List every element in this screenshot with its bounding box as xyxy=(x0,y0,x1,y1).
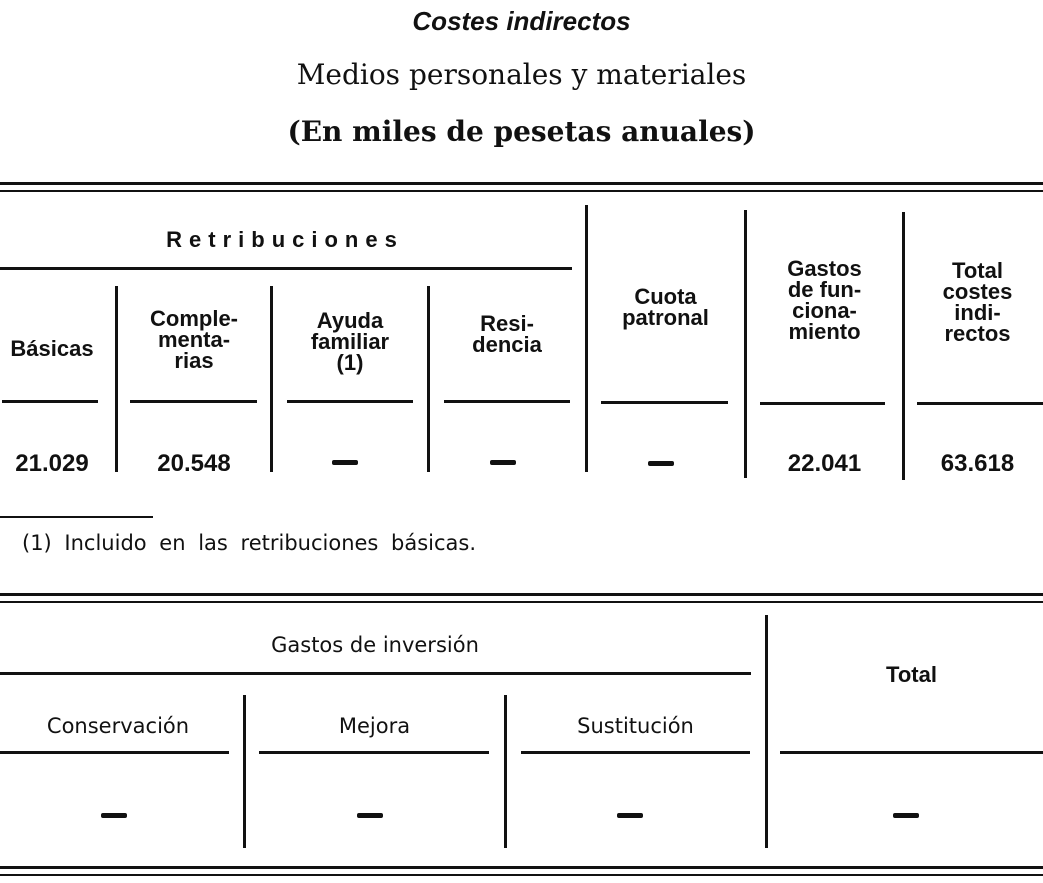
value-complementarias: 20.548 xyxy=(157,450,231,477)
col-header-residencia: Resi- dencia xyxy=(472,311,542,357)
col-header-sustitucion: Sustitución xyxy=(577,714,694,738)
col-divider xyxy=(585,205,588,472)
group-rule xyxy=(0,267,572,270)
col-header-ayuda-familiar: Ayuda familiar (1) xyxy=(310,308,390,375)
dash-total xyxy=(893,813,919,818)
dash-cuota-patronal xyxy=(648,461,674,466)
dash-mejora xyxy=(357,813,383,818)
col-rule xyxy=(601,401,728,404)
col-header-cuota-patronal: Cuota patronal xyxy=(622,284,709,330)
col-header-complementarias: Comple- menta- rias xyxy=(150,306,238,373)
col-divider xyxy=(902,212,905,480)
col-rule xyxy=(0,751,229,754)
col-rule xyxy=(259,751,489,754)
double-rule-top xyxy=(0,182,1043,185)
double-rule-mid-2 xyxy=(0,601,1043,603)
col-divider xyxy=(115,286,118,472)
col-divider xyxy=(243,695,246,848)
col-rule xyxy=(130,400,257,403)
col-header-basicas: Básicas xyxy=(10,336,94,361)
gastos-inversion-header: Gastos de inversión xyxy=(271,633,479,657)
double-rule-mid xyxy=(0,593,1043,596)
value-total-costes: 63.618 xyxy=(940,450,1015,477)
col-header-total-costes: Total costes indi- rectos xyxy=(942,258,1013,346)
double-rule-bottom xyxy=(0,866,1043,869)
col-rule xyxy=(2,400,98,403)
col-header-mejora: Mejora xyxy=(338,714,411,738)
col-divider xyxy=(504,695,507,848)
col-rule xyxy=(917,402,1043,405)
value-basicas: 21.029 xyxy=(15,450,89,477)
footnote: (1) Incluido en las retribuciones básicas. xyxy=(22,531,477,555)
document-title: Costes indirectos xyxy=(412,6,631,36)
col-divider xyxy=(427,286,430,472)
col-divider xyxy=(270,286,273,472)
value-gastos-funcionamiento: 22.041 xyxy=(787,450,862,477)
double-rule-bottom-2 xyxy=(0,874,1043,876)
col-rule xyxy=(444,400,570,403)
retribuciones-header: Retribuciones xyxy=(166,227,404,252)
col-rule xyxy=(780,751,1043,754)
col-header-conservacion: Conservación xyxy=(46,714,190,738)
col-header-total: Total xyxy=(886,662,937,687)
document-subtitle: Medios personales y materiales xyxy=(296,58,747,91)
footnote-rule xyxy=(0,516,153,518)
dash-sustitucion xyxy=(617,813,643,818)
col-rule xyxy=(521,751,750,754)
col-divider xyxy=(744,210,747,478)
col-rule xyxy=(287,400,413,403)
dash-residencia xyxy=(490,460,516,465)
dash-conservacion xyxy=(101,813,127,818)
col-header-gastos-funcionamiento: Gastos de fun- ciona- miento xyxy=(787,256,862,344)
units-note: (En miles de pesetas anuales) xyxy=(287,115,756,148)
col-divider xyxy=(765,615,768,848)
col-rule xyxy=(760,402,885,405)
double-rule-top-2 xyxy=(0,190,1043,192)
group-rule xyxy=(0,672,751,675)
dash-ayuda-familiar xyxy=(332,460,358,465)
